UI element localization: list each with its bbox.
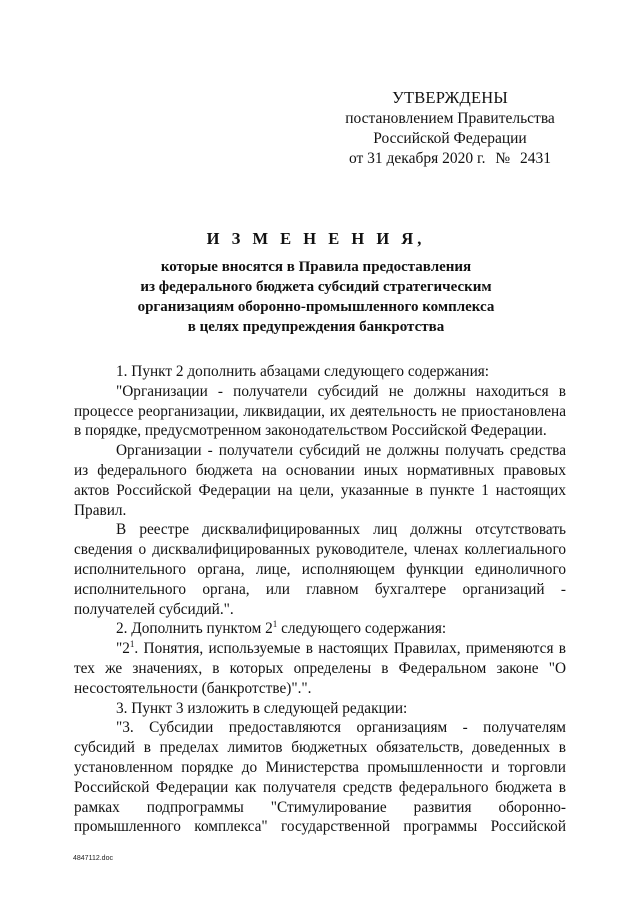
paragraph-item-2-text-a: 2. Дополнить пунктом 2 <box>116 620 273 638</box>
paragraph-item-2-text-b: следующего содержания: <box>277 620 447 638</box>
footer-document-code: 4847112.doc <box>73 855 113 862</box>
paragraph-item-1: 1. Пункт 2 дополнить абзацами следующего содержания: <box>116 363 490 380</box>
approval-number: 2431 <box>520 150 552 167</box>
document-title-block <box>60 229 572 337</box>
paragraph-quote-definitions <box>74 639 566 698</box>
document-subtitle-line: организациям оборонно-промышленного комплекса <box>137 299 495 315</box>
paragraph-definitions-text-b: . Понятия, используемые в настоящих Правилах, применяются в тех же значениях, в которых определены в Федеральном законе "О несостоятельности (банкротстве)".". <box>74 640 566 697</box>
document-subtitle-line: в целях предупреждения банкротства <box>187 319 445 335</box>
approval-line-decree: постановлением Правительства <box>345 110 555 127</box>
superscript-index: 1 <box>272 619 278 630</box>
approval-line-federation: Российской Федерации <box>373 130 527 147</box>
paragraph-item-3: 3. Пункт 3 изложить в следующей редакции: <box>116 699 408 717</box>
approval-date: от 31 декабря 2020 г. <box>348 150 486 167</box>
document-title: И З М Е Н Е Н И Я, <box>206 229 426 248</box>
paragraph-quote-other-acts: Организации - получатели субсидий не должны получать средства из федерального бюджета на основании иных нормативных правовых актов Российской Федерации на цели, указанные в пункте 1 настоящих Правил. <box>74 442 566 519</box>
approval-dateline <box>340 149 560 169</box>
paragraph-quote-registry: В реестре дисквалифицированных лиц должны отсутствовать сведения о дисквалифицированных руководителе, членах коллегиального исполнительного органа, лице, исполняющем функции единоличного исполнительного органа, или главном бухгалтере организаций - получателей субсидий.". <box>74 521 566 618</box>
paragraph-definitions-text-a: "2 <box>116 640 130 658</box>
superscript-index: 1 <box>129 639 135 650</box>
paragraph-quote-subsidies: "3. Субсидии предоставляются организациям - получателям субсидий в пределах лимитов бюджетных обязательств, доведенных в установленном порядке до Министерства промышленности и торговли Российской Федерации как получателя средств федерального бюджета в рамках подпрограммы "Стимулирование развития оборонно-промышленного комплекса" государственной программы Российской <box>74 719 566 836</box>
approval-heading: УТВЕРЖДЕНЫ <box>392 88 508 107</box>
document-subtitle-line: из федерального бюджета субсидий стратегическим <box>140 279 492 295</box>
document-subtitle-line: которые вносятся в Правила предоставления <box>160 259 472 275</box>
paragraph-item-2 <box>74 619 566 639</box>
paragraph-quote-reorganization: "Организации - получатели субсидий не должны находиться в процессе реорганизации, ликвидации, их деятельность не приостановлена в порядке, предусмотренном законодательством Российской Федерации. <box>74 382 566 440</box>
document-body <box>74 362 566 837</box>
approval-block <box>340 88 560 169</box>
approval-number-sign: № <box>495 150 511 167</box>
